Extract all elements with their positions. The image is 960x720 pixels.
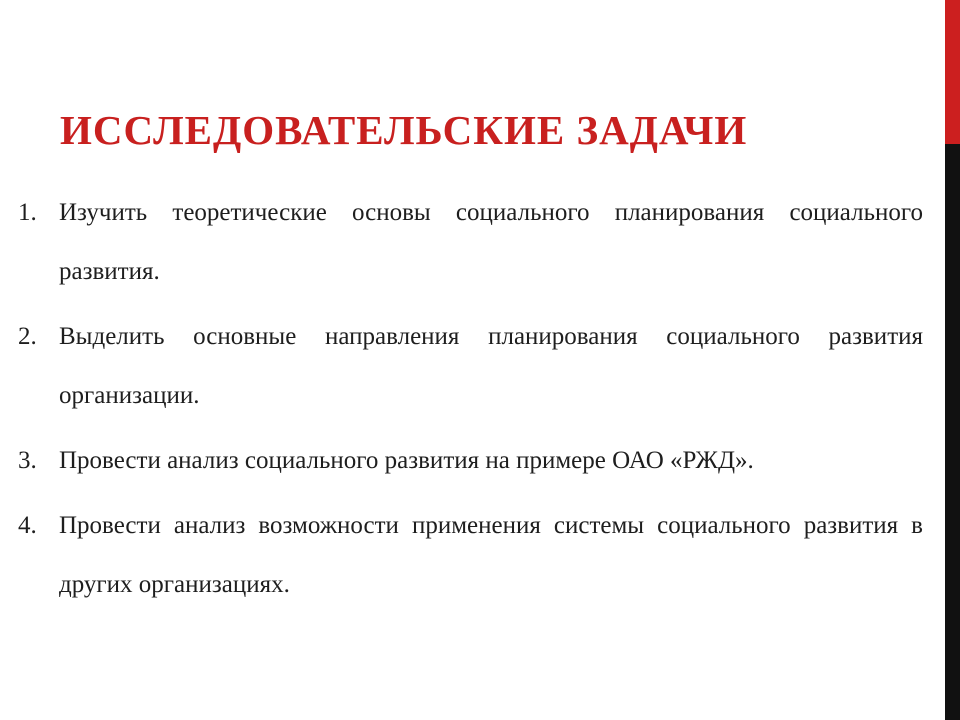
list-item — [18, 307, 923, 425]
list-item-number: 3. — [18, 447, 37, 474]
list-item — [18, 431, 923, 490]
list-item-text: Провести анализ социального развития на примере ОАО «РЖД». — [59, 447, 754, 474]
slide-title: ИССЛЕДОВАТЕЛЬСКИЕ ЗАДАЧИ — [60, 107, 748, 153]
list-item — [18, 496, 923, 614]
list-item-text: Изучить теоретические основы социального планирования социального развития. — [59, 199, 923, 285]
task-list — [18, 183, 923, 620]
list-item-number: 2. — [18, 323, 37, 350]
accent-bar-red — [945, 0, 960, 144]
list-item-number: 4. — [18, 512, 37, 539]
list-item — [18, 183, 923, 301]
list-item-text: Выделить основные направления планирования социального развития организации. — [59, 323, 923, 409]
list-item-text: Провести анализ возможности применения системы социального развития в других организациях. — [59, 512, 923, 598]
accent-bar-black — [945, 144, 960, 720]
list-item-number: 1. — [18, 199, 37, 226]
